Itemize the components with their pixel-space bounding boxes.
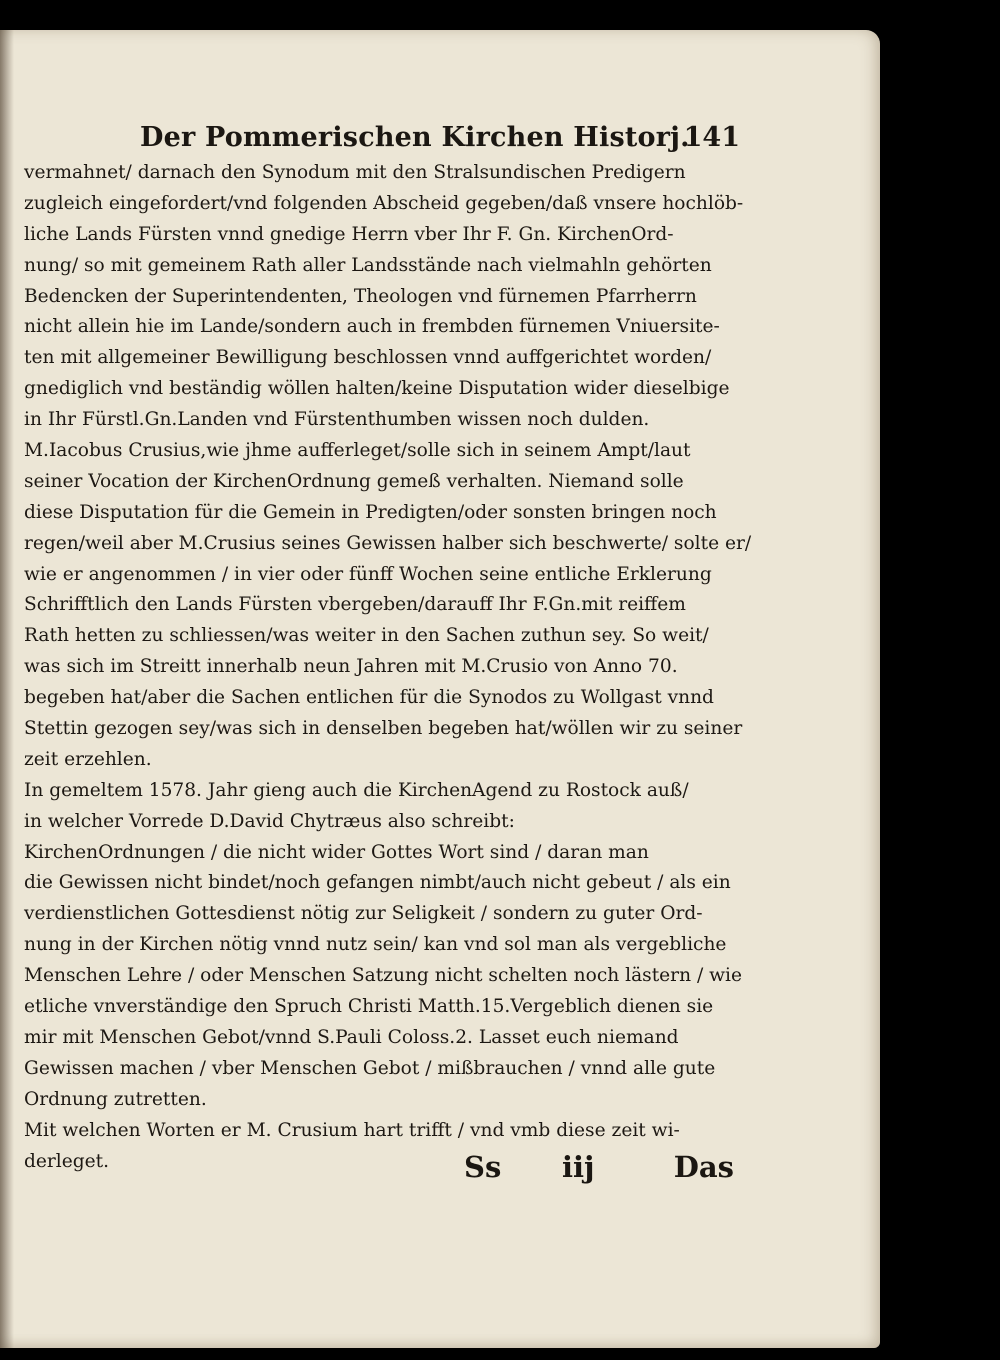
text-line: die Gewissen nicht bindet/noch gefangen nimbt/auch nicht gebeut / als ein	[24, 872, 731, 894]
text-line: Bedencken der Superintendenten, Theologen vnd fürnemen Pfarrherrn	[24, 285, 697, 307]
catchword: Das	[673, 1150, 734, 1184]
text-line: was sich im Streitt innerhalb neun Jahren mit M.Crusio von Anno 70.	[24, 656, 678, 678]
page-header	[140, 118, 740, 158]
text-line: Rath hetten zu schliessen/was weiter in den Sachen zuthun sey. So weit/	[24, 625, 709, 647]
text-line: Ordnung zutretten.	[24, 1088, 207, 1110]
text-line: KirchenOrdnungen / die nicht wider Gottes Wort sind / daran man	[24, 841, 649, 863]
signature-mark: Ss	[464, 1150, 502, 1184]
text-line: wie er angenommen / in vier oder fünff Wochen seine entliche Erklerung	[24, 563, 712, 585]
running-title: Der Pommerischen Kirchen Historj.	[140, 122, 690, 153]
text-line: nung/ so mit gemeinem Rath aller Landsstände nach vielmahln gehörten	[24, 254, 712, 276]
text-line: verdienstlichen Gottesdienst nötig zur Seligkeit / sondern zu guter Ord-	[24, 903, 703, 925]
body-text	[24, 158, 752, 1177]
text-line: In gemeltem 1578. Jahr gieng auch die KirchenAgend zu Rostock auß/	[24, 779, 689, 801]
text-line: Schrifftlich den Lands Fürsten vbergeben/darauff Ihr F.Gn.mit reiffem	[24, 594, 686, 616]
text-line: gnediglich vnd beständig wöllen halten/keine Disputation wider dieselbige	[24, 378, 730, 400]
text-line: nung in der Kirchen nötig vnnd nutz sein/ kan vnd sol man als vergebliche	[24, 934, 727, 956]
text-line: Mit welchen Worten er M. Crusium hart trifft / vnd vmb diese zeit wi-	[24, 1119, 680, 1141]
text-line: nicht allein hie im Lande/sondern auch in frembden fürnemen Vniuersite-	[24, 316, 720, 338]
text-line: etliche vnverständige den Spruch Christi Matth.15.Vergeblich dienen sie	[24, 996, 714, 1018]
text-line: Menschen Lehre / oder Menschen Satzung nicht schelten noch lästern / wie	[24, 965, 743, 987]
text-line: vermahnet/ darnach den Synodum mit den Stralsundischen Predigern	[24, 162, 686, 183]
text-line: ten mit allgemeiner Bewilligung beschlossen vnnd auffgerichtet worden/	[24, 347, 712, 369]
text-line: diese Disputation für die Gemein in Predigten/oder sonsten bringen noch	[24, 501, 717, 523]
page-number: 141	[683, 122, 740, 153]
leaf-number: iij	[562, 1150, 595, 1184]
text-line: Stettin gezogen sey/was sich in denselben begeben hat/wöllen wir zu seiner	[24, 718, 743, 740]
text-line: seiner Vocation der KirchenOrdnung gemeß verhalten. Niemand solle	[24, 470, 684, 492]
text-line: in Ihr Fürstl.Gn.Landen vnd Fürstenthumben wissen noch dulden.	[24, 409, 650, 431]
page-footer	[464, 1150, 734, 1196]
text-line: zeit erzehlen.	[24, 748, 152, 770]
text-line: mir mit Menschen Gebot/vnnd S.Pauli Coloss.2. Lasset euch niemand	[24, 1026, 679, 1048]
text-line: M.Iacobus Crusius,wie jhme aufferleget/solle sich in seinem Ampt/laut	[24, 440, 691, 462]
text-line: liche Lands Fürsten vnnd gnedige Herrn vber Ihr F. Gn. KirchenOrd-	[24, 223, 674, 245]
text-line: in welcher Vorrede D.David Chytræus also schreibt:	[24, 810, 515, 832]
text-line: zugleich eingefordert/vnd folgenden Abscheid gegeben/daß vnsere hochlöb-	[24, 192, 744, 214]
text-line: Gewissen machen / vber Menschen Gebot / mißbrauchen / vnnd alle gute	[24, 1057, 716, 1079]
text-line: derleget.	[24, 1150, 110, 1172]
book-page	[0, 30, 880, 1348]
text-line: begeben hat/aber die Sachen entlichen für die Synodos zu Wollgast vnnd	[24, 687, 714, 709]
text-line: regen/weil aber M.Crusius seines Gewissen halber sich beschwerte/ solte er/	[24, 532, 752, 554]
